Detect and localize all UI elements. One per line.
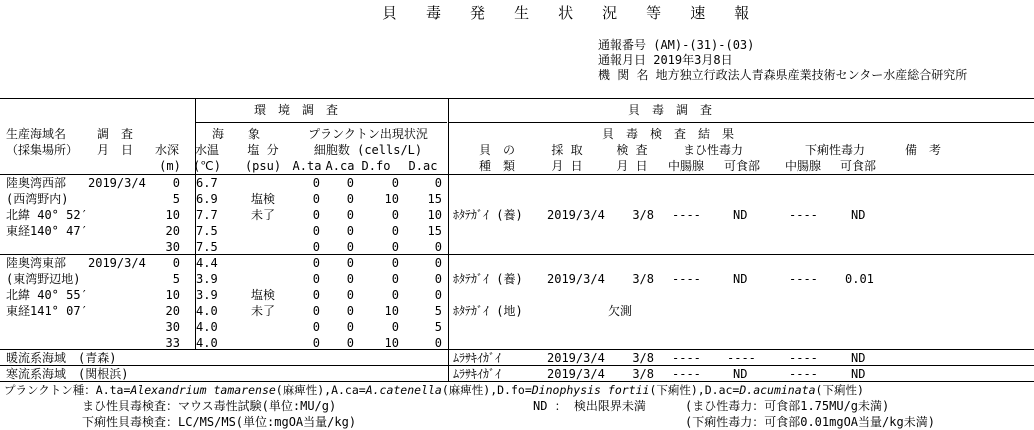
ata-value: 0 xyxy=(312,224,320,238)
depth-value: 10 xyxy=(165,208,180,222)
env-header-rule xyxy=(195,122,447,123)
psp-limit-note: (まひ性毒力：可食部1.75MU/g未満) xyxy=(685,399,890,413)
psp-header: まひ性毒力 xyxy=(682,143,744,157)
table-top-rule xyxy=(0,98,1034,99)
aca-value: 0 xyxy=(346,208,354,222)
depth-value: 33 xyxy=(165,336,180,350)
depth-value: 10 xyxy=(165,288,180,302)
inspect-date: 3/8 xyxy=(632,367,654,381)
dsp-limit-note: (下痢性毒力：可食部0.01mgOA当量/kg未満) xyxy=(685,415,935,429)
report-date: 通報月日 2019年3月8日 xyxy=(598,53,733,67)
result-header: 貝 毒 検 査 結 果 xyxy=(601,127,735,141)
depth-value: 0 xyxy=(172,256,180,270)
collect-date: 2019/3/4 xyxy=(547,272,605,286)
shell-type: ﾎﾀﾃｶﾞｲ (養) xyxy=(453,272,523,286)
inspect-date: 3/8 xyxy=(632,351,654,365)
temp-value: 3.9 xyxy=(196,272,218,286)
psp-edible-value: ND xyxy=(733,208,748,222)
station-latitude: 北緯 40° 55′ xyxy=(6,288,88,302)
dac-value: 15 xyxy=(427,224,442,238)
dsp-mid-header: 中腸腺 xyxy=(784,159,822,173)
station-name: 陸奥湾西部 xyxy=(6,176,67,190)
inspect-header: 検 査 xyxy=(616,143,648,157)
env-header: 環 境 調 査 xyxy=(253,103,339,117)
temp-value: 6.9 xyxy=(196,192,218,206)
shell-type: ﾎﾀﾃｶﾞｲ (地) xyxy=(453,304,523,318)
psp-edible-header: 可食部 xyxy=(723,159,761,173)
dac-value: 0 xyxy=(434,336,442,350)
psp-mid-value: ---- xyxy=(672,367,701,381)
shell-sub-header: 種 類 xyxy=(478,159,516,173)
ata-value: 0 xyxy=(312,240,320,254)
depth-header: 水深 xyxy=(154,143,180,157)
ata-header: A.ta xyxy=(292,159,322,173)
dfo-value: 0 xyxy=(391,208,399,222)
dfo-value: 0 xyxy=(391,272,399,286)
dfo-value: 0 xyxy=(391,288,399,302)
missing-note: 欠測 xyxy=(608,304,633,318)
warm-row-rule xyxy=(0,365,1034,366)
area-sub-header: （採集場所） xyxy=(6,143,79,157)
dac-value: 0 xyxy=(434,240,442,254)
inspect-sub-header: 月 日 xyxy=(616,159,648,173)
temp-value: 4.0 xyxy=(196,336,218,350)
station-place: (東湾野辺地) xyxy=(6,272,81,286)
station-longitude: 東経140° 47′ xyxy=(6,224,88,238)
header-bottom-rule xyxy=(0,174,1034,175)
ata-value: 0 xyxy=(312,320,320,334)
cells-header: 細胞数 (cells/L) xyxy=(313,143,423,157)
report-number: 通報番号 (AM)-(31)-(03) xyxy=(598,38,755,52)
aca-header: A.ca xyxy=(325,159,355,173)
table-bottom-rule xyxy=(0,381,1034,382)
nd-note: ND ： 検出限界未満 xyxy=(533,399,646,413)
dsp-mid-value: ---- xyxy=(789,272,818,286)
dac-value: 0 xyxy=(434,272,442,286)
ata-value: 0 xyxy=(312,176,320,190)
shell-type: ﾑﾗｻｷｲｶﾞｲ xyxy=(453,351,502,365)
collect-date: 2019/3/4 xyxy=(547,351,605,365)
dsp-edible-value: ND xyxy=(851,367,866,381)
aca-value: 0 xyxy=(346,176,354,190)
dsp-mid-value: ---- xyxy=(789,208,818,222)
toxin-header: 貝 毒 調 査 xyxy=(627,103,713,117)
depth-value: 0 xyxy=(172,176,180,190)
dac-value: 5 xyxy=(434,304,442,318)
shell-type: ﾑﾗｻｷｲｶﾞｲ xyxy=(453,367,502,381)
block-divider-rule xyxy=(0,254,1034,255)
aca-value: 0 xyxy=(346,224,354,238)
plankton-legend: プランクトン種：A.ta=Alexandrium tamarense(麻痺性),A.ca=A.catenella(麻痺性),D.fo=Dinophysis fortii(下痢性),D.ac=D.acuminata(下痢性) xyxy=(4,383,864,397)
temp-value: 4.0 xyxy=(196,320,218,334)
depth-value: 30 xyxy=(165,320,180,334)
sea-area-name: 寒流系海域 (関根浜) xyxy=(6,367,129,381)
inspect-date: 3/8 xyxy=(632,272,654,286)
depth-value: 30 xyxy=(165,240,180,254)
station-name: 陸奥湾東部 xyxy=(6,256,67,270)
block2-bottom-rule xyxy=(0,349,1034,350)
dac-value: 10 xyxy=(427,208,442,222)
psp-mid-value: ---- xyxy=(672,208,701,222)
ata-value: 0 xyxy=(312,192,320,206)
depth-value: 5 xyxy=(172,192,180,206)
inspect-date: 3/8 xyxy=(632,208,654,222)
psp-method-note: まひ性貝毒検査：マウス毒性試験(単位:MU/g) xyxy=(82,399,337,413)
temp-value: 7.5 xyxy=(196,240,218,254)
dsp-edible-header: 可食部 xyxy=(839,159,877,173)
salinity-value: 未了 xyxy=(250,304,276,318)
shell-type: ﾎﾀﾃｶﾞｲ (養) xyxy=(453,208,523,222)
psp-edible-value: ND xyxy=(733,272,748,286)
survey-date: 2019/3/4 xyxy=(88,256,146,270)
temp-value: 4.4 xyxy=(196,256,218,270)
aca-value: 0 xyxy=(346,336,354,350)
aca-value: 0 xyxy=(346,288,354,302)
shell-header: 貝 の xyxy=(478,143,516,157)
aca-value: 0 xyxy=(346,304,354,318)
psp-mid-value: ---- xyxy=(672,351,701,365)
plankton-header: プランクトン出現状況 xyxy=(308,127,428,141)
dsp-edible-value: ND xyxy=(851,351,866,365)
dsp-mid-value: ---- xyxy=(789,351,818,365)
survey-date: 2019/3/4 xyxy=(88,176,146,190)
dfo-value: 10 xyxy=(384,304,399,318)
depth-value: 20 xyxy=(165,224,180,238)
ata-value: 0 xyxy=(312,256,320,270)
dsp-method-note: 下痢性貝毒検査：LC/MS/MS(単位:mgOA当量/kg) xyxy=(82,415,357,429)
dfo-header: D.fo xyxy=(361,159,391,173)
area-header: 生産海域名 xyxy=(6,127,67,141)
temp-value: 7.7 xyxy=(196,208,218,222)
temp-value: 3.9 xyxy=(196,288,218,302)
salinity-unit: (psu) xyxy=(244,159,282,173)
aca-value: 0 xyxy=(346,192,354,206)
collect-sub-header: 月 日 xyxy=(551,159,583,173)
aca-value: 0 xyxy=(346,320,354,334)
temp-unit: (℃) xyxy=(193,159,221,173)
dsp-header: 下痢性毒力 xyxy=(804,143,866,157)
station-place: (西湾野内) xyxy=(6,192,69,206)
dfo-value: 0 xyxy=(391,240,399,254)
depth-unit: (m) xyxy=(159,159,181,173)
report-agency: 機 関 名 地方独立行政法人青森県産業技術センター水産総合研究所 xyxy=(598,68,968,82)
dfo-value: 10 xyxy=(384,336,399,350)
psp-mid-header: 中腸腺 xyxy=(667,159,705,173)
dfo-value: 0 xyxy=(391,224,399,238)
remarks-header: 備 考 xyxy=(904,143,942,157)
aca-value: 0 xyxy=(346,256,354,270)
dac-value: 0 xyxy=(434,288,442,302)
ata-value: 0 xyxy=(312,304,320,318)
dsp-edible-value: 0.01 xyxy=(845,272,874,286)
salinity-value: 塩検 xyxy=(250,192,276,206)
sea-header: 海 象 xyxy=(211,127,261,141)
ata-value: 0 xyxy=(312,288,320,302)
ata-value: 0 xyxy=(312,336,320,350)
survey-sub-header: 月 日 xyxy=(96,143,134,157)
temp-value: 6.7 xyxy=(196,176,218,190)
collect-date: 2019/3/4 xyxy=(547,208,605,222)
depth-value: 5 xyxy=(172,272,180,286)
aca-value: 0 xyxy=(346,272,354,286)
dfo-value: 0 xyxy=(391,256,399,270)
salinity-header: 塩 分 xyxy=(247,143,279,157)
aca-value: 0 xyxy=(346,240,354,254)
dac-header: D.ac xyxy=(408,159,438,173)
temp-value: 4.0 xyxy=(196,304,218,318)
dac-value: 0 xyxy=(434,256,442,270)
survey-header: 調 査 xyxy=(96,127,134,141)
toxin-header-rule xyxy=(449,122,1034,123)
salinity-value: 塩検 xyxy=(250,288,276,302)
psp-edible-value: ---- xyxy=(727,351,756,365)
depth-value: 20 xyxy=(165,304,180,318)
station-longitude: 東経141° 07′ xyxy=(6,304,88,318)
page-title: 貝 毒 発 生 状 況 等 速 報 xyxy=(382,4,760,22)
collect-header: 採 取 xyxy=(551,143,583,157)
dac-value: 5 xyxy=(434,320,442,334)
dfo-value: 10 xyxy=(384,192,399,206)
dac-value: 15 xyxy=(427,192,442,206)
temp-header: 水温 xyxy=(194,143,220,157)
ata-value: 0 xyxy=(312,272,320,286)
temp-value: 7.5 xyxy=(196,224,218,238)
psp-mid-value: ---- xyxy=(672,272,701,286)
sea-area-name: 暖流系海域 (青森) xyxy=(6,351,117,365)
collect-date: 2019/3/4 xyxy=(547,367,605,381)
env-toxin-divider xyxy=(448,98,449,381)
dfo-value: 0 xyxy=(391,176,399,190)
ata-value: 0 xyxy=(312,208,320,222)
station-latitude: 北緯 40° 52′ xyxy=(6,208,88,222)
dfo-value: 0 xyxy=(391,320,399,334)
dac-value: 0 xyxy=(434,176,442,190)
psp-edible-value: ND xyxy=(733,367,748,381)
dsp-edible-value: ND xyxy=(851,208,866,222)
salinity-value: 未了 xyxy=(250,208,276,222)
dsp-mid-value: ---- xyxy=(789,367,818,381)
